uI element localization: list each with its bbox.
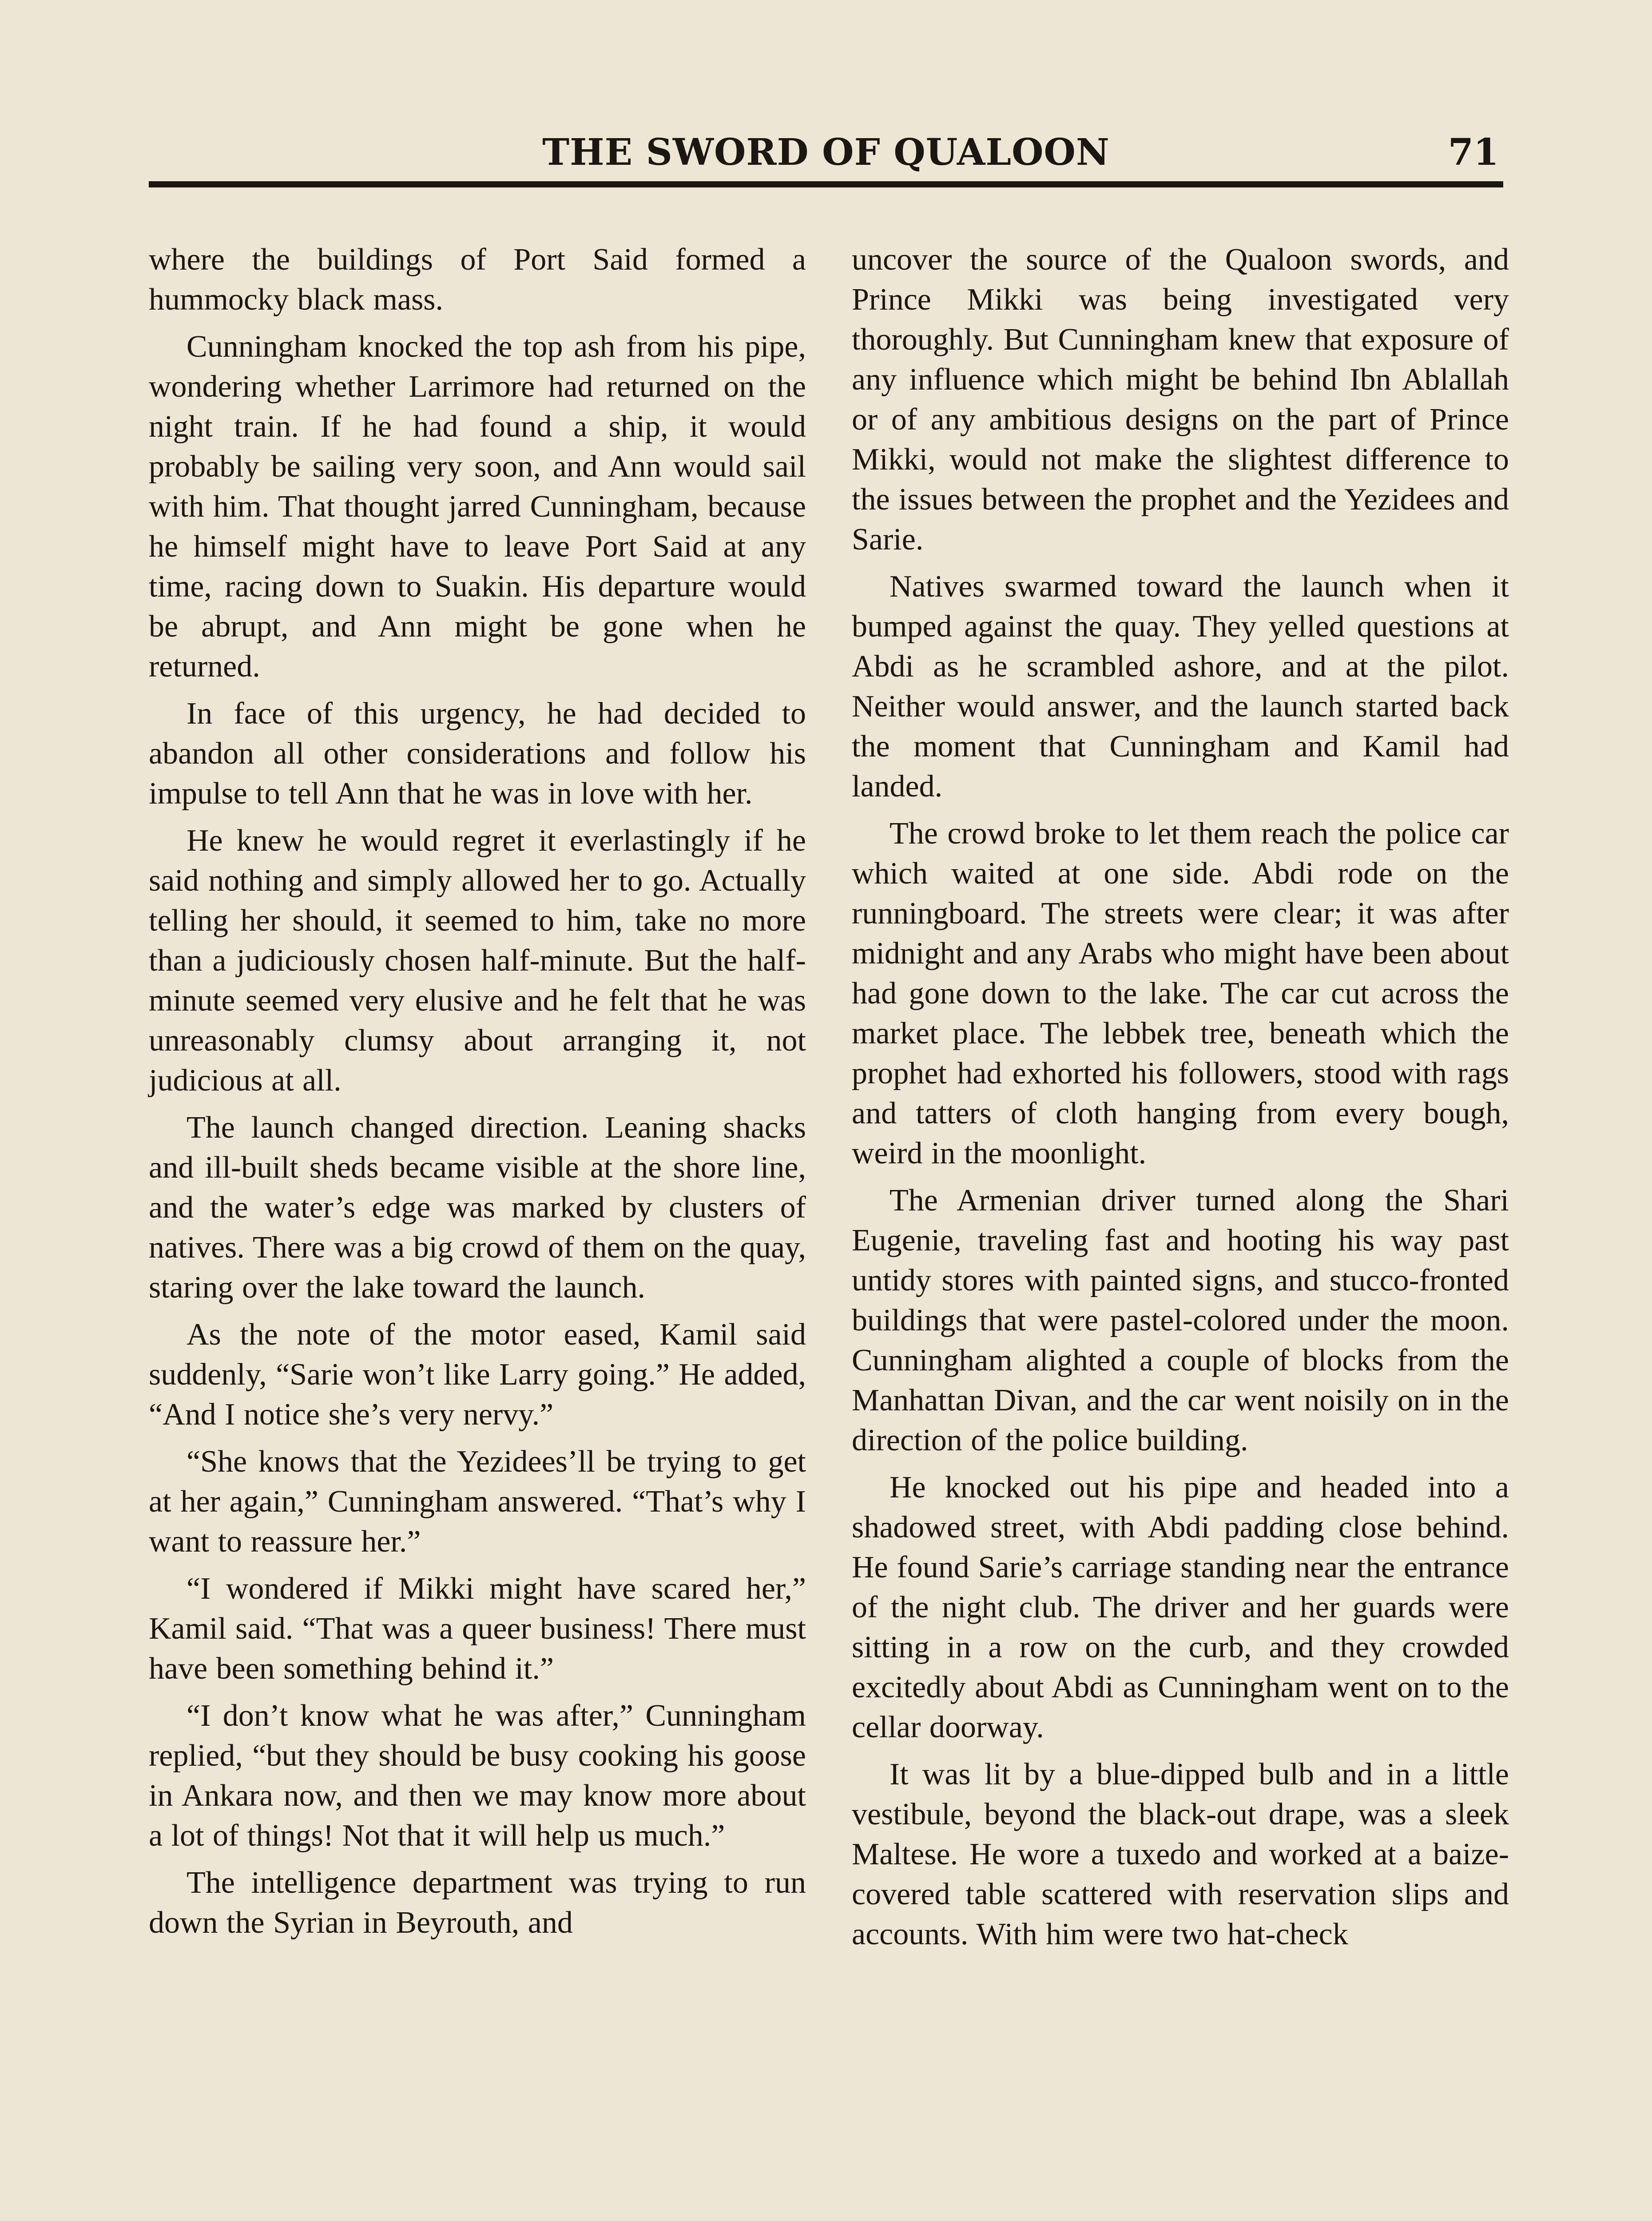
paragraph: where the buildings of Port Said formed a hummocky black mass. — [149, 243, 806, 317]
paragraph: The intelligence department was trying to run down the Syrian in Beyrouth, and — [149, 1866, 806, 1940]
paragraph: He knocked out his pipe and headed into a shadowed street, with Abdi padding close behind. He found Sarie’s carriage standing near the entrance of the night club. The driver and her guards were sitting in a row on the curb, and they crowded excitedly about Abdi as Cunningham went on to the cellar doorway. — [852, 1470, 1509, 1744]
paragraph: It was lit by a blue-dipped bulb and in a little vestibule, beyond the black-out drape, was a sleek Maltese. He wore a tuxedo and worked at a baize-covered table scattered with reservation slips and accounts. With him were two hat-check — [852, 1757, 1509, 1951]
running-header — [149, 122, 1503, 180]
paragraph: Cunningham knocked the top ash from his pipe, wondering whether Larrimore had returned on the night train. If he had found a ship, it would probably be sailing very soon, and Ann would sail with him. That thought jarred Cunningham, because he himself might have to leave Port Said at any time, racing down to Suakin. His departure would be abrupt, and Ann might be gone when he returned. — [149, 330, 806, 684]
left-column — [149, 240, 806, 1943]
paragraph: “I don’t know what he was after,” Cunningham replied, “but they should be busy cooking his goose in Ankara now, and then we may know more about a lot of things! Not that it will help us much.” — [149, 1699, 806, 1853]
paragraph: Natives swarmed toward the launch when it bumped against the quay. They yelled questions at Abdi as he scrambled ashore, and at the pilot. Neither would answer, and the launch started back the moment that Cunningham and Kamil had landed. — [852, 569, 1509, 804]
paragraph: As the note of the motor eased, Kamil said suddenly, “Sarie won’t like Larry going.” He added, “And I notice she’s very nervy.” — [149, 1317, 806, 1432]
paragraph: He knew he would regret it everlastingly if he said nothing and simply allowed her to go. Actually telling her should, it seemed to him, take no more than a judiciously chosen half-minute. But the half-minute seemed very elusive and he felt that he was unreasonably clumsy about arranging it, not judicious at all. — [149, 824, 806, 1098]
page-number: 71 — [1448, 131, 1499, 174]
running-title: THE SWORD OF QUALOON — [542, 131, 1110, 174]
right-column — [852, 240, 1509, 1954]
paragraph: In face of this urgency, he had decided to abandon all other considerations and follow his impulse to tell Ann that he was in love with her. — [149, 697, 806, 811]
paragraph: The Armenian driver turned along the Shari Eugenie, traveling fast and hooting his way past untidy stores with painted signs, and stucco-fronted buildings that were pastel-colored under the moon. Cunningham alighted a couple of blocks from the Manhattan Divan, and the car went noisily on in the direction of the police building. — [852, 1183, 1509, 1457]
paragraph: “She knows that the Yezidees’ll be trying to get at her again,” Cunningham answered. “That’s why I want to reassure her.” — [149, 1445, 806, 1559]
paragraph: “I wondered if Mikki might have scared her,” Kamil said. “That was a queer business! There must have been something behind it.” — [149, 1572, 806, 1686]
header-rule — [149, 181, 1503, 187]
paragraph: The crowd broke to let them reach the police car which waited at one side. Abdi rode on the runningboard. The streets were clear; it was after midnight and any Arabs who might have been about had gone down to the lake. The car cut across the market place. The lebbek tree, beneath which the prophet had exhorted his followers, stood with rags and tatters of cloth hanging from every bough, weird in the moonlight. — [852, 816, 1509, 1170]
paragraph: The launch changed direction. Leaning shacks and ill-built sheds became visible at the shore line, and the water’s edge was marked by clusters of natives. There was a big crowd of them on the quay, staring over the lake toward the launch. — [149, 1110, 806, 1305]
paragraph: uncover the source of the Qualoon swords, and Prince Mikki was being investigated very thoroughly. But Cunningham knew that exposure of any influence which might be behind Ibn Ablallah or of any ambitious designs on the part of Prince Mikki, would not make the slightest difference to the issues between the prophet and the Yezidees and Sarie. — [852, 243, 1509, 557]
